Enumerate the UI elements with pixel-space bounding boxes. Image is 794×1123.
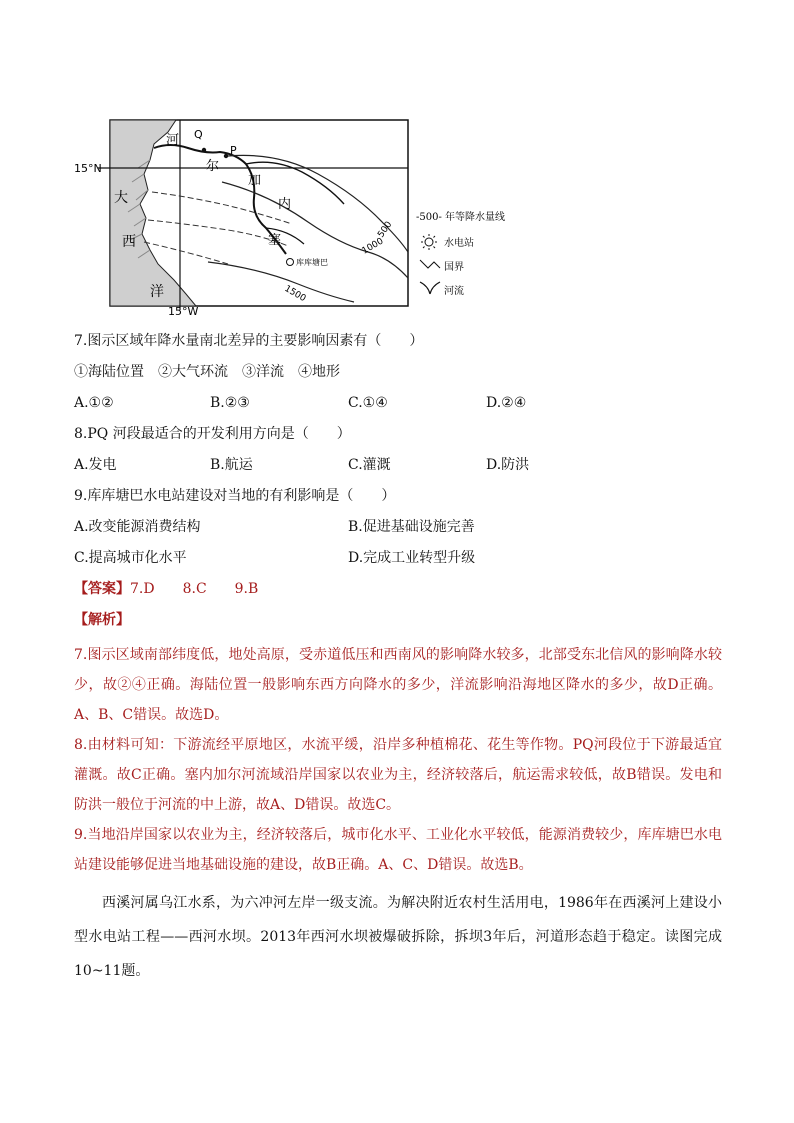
point-p-marker bbox=[224, 154, 228, 158]
question-7-option-b: B.②③ bbox=[210, 395, 250, 411]
intro-text: 西溪河属乌江水系，为六冲河左岸一级支流。为解决附近农村生活用电，1986年在西溪河上建设小型水电站工程——西河水坝。2013年西河水坝被爆破拆除，拆坝3年后，河道形态趋于稳定。读图完成10~11题。 bbox=[74, 895, 722, 979]
question-8-option-a: A.发电 bbox=[74, 457, 117, 473]
question-8-option-b: B.航运 bbox=[210, 457, 253, 473]
intro-paragraph bbox=[74, 886, 722, 988]
question-7-option-c: C.①④ bbox=[348, 395, 388, 411]
question-7-option-a: A.①② bbox=[74, 395, 114, 411]
river-char-1: 河 bbox=[166, 133, 180, 148]
region-map bbox=[74, 112, 518, 318]
legend-isohyet: -500- 年等降水量线 bbox=[416, 212, 506, 223]
legend-river: 河流 bbox=[444, 286, 464, 297]
question-8-option-c: C.灌溉 bbox=[348, 457, 391, 473]
question-8-stem: 8.PQ 河段最适合的开发利用方向是（ ） bbox=[74, 426, 351, 442]
question-9-option-a: A.改变能源消费结构 bbox=[74, 519, 201, 535]
analysis-8: 8.由材料可知：下游流经平原地区，水流平缓，沿岸多种植棉花、花生等作物。PQ河段位于下游最适宜灌溉。故C正确。塞内加尔河流域沿岸国家以农业为主，经济较落后，航运需求较低，故B错误。发电和防洪一般位于河流的中上游，故A、D错误。故选C。 bbox=[74, 737, 722, 813]
point-q-marker bbox=[202, 148, 206, 152]
question-9-option-c: C.提高城市化水平 bbox=[74, 550, 187, 566]
answer-values: 7.D 8.C 9.B bbox=[130, 581, 259, 597]
question-8-option-d: D.防洪 bbox=[486, 457, 530, 473]
map-svg bbox=[74, 112, 518, 318]
question-7-stem: 7.图示区域年降水量南北差异的主要影响因素有（ ） bbox=[74, 333, 424, 349]
analysis-9: 9.当地沿岸国家以农业为主，经济较落后，城市化水平、工业化水平较低，能源消费较少，库库塘巴水电站建设能够促进当地基础设施的建设，故B正确。A、C、D错误。故选B。 bbox=[74, 827, 722, 873]
ocean-char-1: 大 bbox=[114, 190, 128, 206]
station-marker bbox=[287, 259, 294, 266]
legend-station: 水电站 bbox=[444, 238, 474, 249]
ocean-char-3: 洋 bbox=[150, 284, 164, 300]
label-15w: 15°W bbox=[168, 305, 199, 318]
ocean-char-2: 西 bbox=[122, 234, 136, 250]
question-9-stem: 9.库库塘巴水电站建设对当地的有利影响是（ ） bbox=[74, 488, 396, 504]
analysis-block bbox=[74, 640, 722, 880]
answer-line bbox=[74, 579, 258, 599]
legend-border-icon bbox=[420, 260, 440, 268]
river-char-4: 内 bbox=[278, 197, 292, 212]
river-char-2: 尔 bbox=[206, 159, 220, 174]
question-7-option-d: D.②④ bbox=[486, 395, 527, 411]
isohyet-label-1000: 1000 bbox=[360, 236, 386, 257]
question-9-option-b: B.促进基础设施完善 bbox=[348, 519, 475, 535]
label-15n: 15°N bbox=[74, 162, 102, 175]
answer-label: 【答案】 bbox=[74, 581, 130, 597]
analysis-7: 7.图示区域南部纬度低，地处高原，受赤道低压和西南风的影响降水较多，北部受东北信风的影响降水较少，故②④正确。海陆位置一般影响东西方向降水的多少，洋流影响沿海地区降水的多少，故D正确。A、B、C错误。故选D。 bbox=[74, 647, 722, 723]
point-q-label: Q bbox=[194, 128, 203, 141]
isohyet-label-1500: 1500 bbox=[282, 283, 308, 305]
legend-river-icon bbox=[420, 282, 440, 294]
station-label: 库库塘巴 bbox=[296, 258, 328, 267]
question-9-option-d: D.完成工业转型升级 bbox=[348, 550, 476, 566]
river-char-5: 塞 bbox=[268, 233, 282, 248]
point-p-label: P bbox=[230, 144, 237, 157]
question-7-statements: ①海陆位置 ②大气环流 ③洋流 ④地形 bbox=[74, 364, 340, 380]
legend-station-icon bbox=[421, 234, 437, 250]
analysis-label: 【解析】 bbox=[74, 612, 130, 628]
river-char-3: 加 bbox=[248, 173, 262, 188]
legend-border: 国界 bbox=[444, 262, 464, 273]
isohyet-label-500: 500 bbox=[376, 219, 395, 240]
